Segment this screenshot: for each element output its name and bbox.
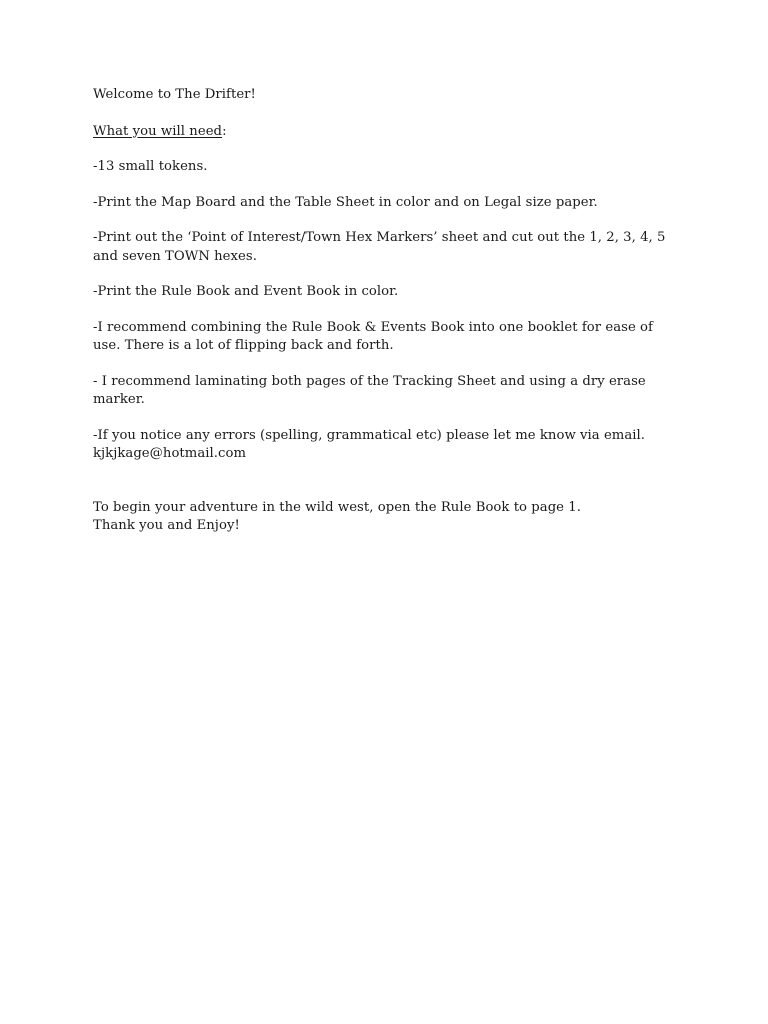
closing-thanks: Thank you and Enjoy!	[93, 518, 240, 533]
section-heading	[93, 123, 683, 142]
section-heading-text: What you will need	[93, 123, 223, 139]
document-title: Welcome to The Drifter!	[93, 87, 256, 102]
requirement-item-map-board: -Print the Map Board and the Table Sheet in color and on Legal size paper.	[93, 194, 598, 210]
requirement-item-booklet: -I recommend combining the Rule Book & Events Book into one booklet for ease of use. There is a lot of flipping back and forth.	[93, 319, 653, 353]
section-heading-colon: :	[222, 123, 227, 139]
closing-instruction: To begin your adventure in the wild west, open the Rule Book to page 1.	[93, 499, 581, 515]
requirement-item-laminate: - I recommend laminating both pages of the Tracking Sheet and using a dry erase marker.	[93, 373, 646, 407]
requirement-item-rule-book: -Print the Rule Book and Event Book in color.	[93, 284, 399, 299]
requirement-item-errors: -If you notice any errors (spelling, grammatical etc) please let me know via email. kjkjkage@hotmail.com	[93, 427, 646, 461]
document-body	[93, 86, 683, 536]
requirement-item-hex-markers: -Print out the ‘Point of Interest/Town Hex Markers’ sheet and cut out the 1, 2, 3, 4, 5 and seven TOWN hexes.	[93, 230, 666, 264]
requirement-item-tokens: -13 small tokens.	[93, 159, 208, 174]
